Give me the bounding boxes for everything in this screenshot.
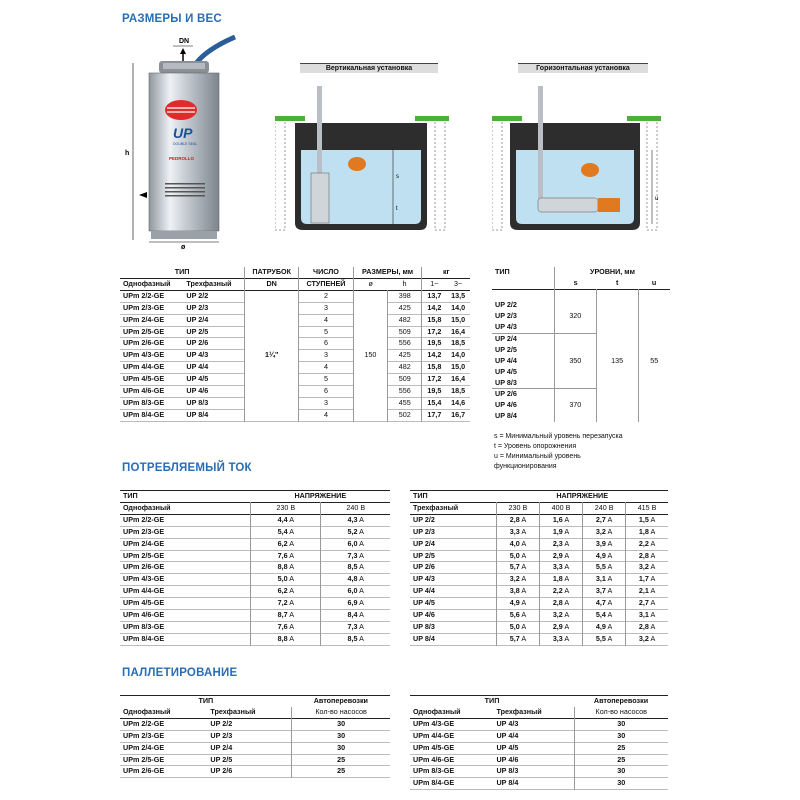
table-row: UPm 2/6-GE UP 2/6 25	[120, 766, 390, 778]
table-row: UPm 2/2-GE UP 2/2 1¼" 2 150 398 13,7 13,5	[120, 290, 470, 302]
table-row: UPm 8/4-GE UP 8/4 4 502 17,7 16,7	[120, 409, 470, 421]
table-row: UPm 8/3-GE 7,6 A 7,3 A	[120, 621, 390, 633]
table-row: UP 2/6 5,7 A 3,3 A 5,5 A 3,2 A	[410, 562, 668, 574]
table-row: UP 2/4 350	[492, 333, 670, 344]
table-row: UPm 4/5-GE UP 4/5 25	[410, 742, 668, 754]
table-row: UP 2/5	[495, 344, 517, 354]
dn-value: 1¼"	[245, 290, 299, 421]
pallet-right-table: ТИП Автоперевозки Однофазный Трехфазный Кол-во насосов UPm 4/3-GE UP 4/3 30 UPm 4/4-GE UP 4/4 30 UPm 4/5-GE UP 4/5 25 UPm 4/6-GE UP 4/6 25 UPm 8/3-GE UP 8/3 30 UPm 8/4-GE UP 8/4 30	[410, 695, 668, 790]
dimensions-table: ТИП ПАТРУБОК ЧИСЛО РАЗМЕРЫ, мм кг Однофазный Трехфазный DN СТУПЕНЕЙ ø h 1~ 3~ UPm 2/2-GE UP 2/2 1¼" 2 150 398 13,7 13,5 UPm 2/3-GE UP 2/3 3 425 14,2 14,0 UPm 2/4-GE UP 2/4 4 482 15,8 15,0 UPm 2/5-GE UP 2/5 5 509 17,2 16,4 UPm 2/6-GE UP 2/6 6 556 19,5 18,5 UPm 4/3-GE UP 4/3 3 425 14,2 14,0 UPm 4/4-GE UP 4/4 4 482 15,8 15,0 UPm 4/5-GE UP 4/5 5 509 17,2 16,4 UPm 4/6-GE UP 4/6 6 556 19,5 18,5 UPm 8/3-GE UP 8/3 3 455 15,4 14,6 UPm 8/4-GE UP 8/4 4 502 17,7 16,7	[120, 267, 470, 422]
table-row: UPm 2/5-GE 7,6 A 7,3 A	[120, 550, 390, 562]
vertical-install-drawing	[275, 78, 450, 233]
table-row: UP 4/6	[495, 400, 517, 410]
table-row: UP 4/4	[495, 355, 517, 365]
section-title-pallet: ПАЛЛЕТИРОВАНИЕ	[122, 667, 238, 679]
level-t-value: 135	[596, 300, 638, 422]
table-row: UPm 4/4-GE UP 4/4 30	[410, 730, 668, 742]
section-title-dimensions: РАЗМЕРЫ И ВЕС	[122, 13, 222, 25]
inlet-arrow-icon	[139, 192, 147, 198]
table-row: UP 8/3	[492, 378, 670, 389]
table-row: UPm 4/4-GE 6,2 A 6,0 A	[120, 586, 390, 598]
diameter-value: 150	[353, 290, 387, 421]
table-row: UPm 2/3-GE UP 2/3 30	[120, 730, 390, 742]
svg-text:t: t	[396, 206, 398, 212]
table-row: UPm 4/3-GE 5,0 A 4,8 A	[120, 574, 390, 586]
table-row: UPm 2/4-GE UP 2/4 4 482 15,8 15,0	[120, 314, 470, 326]
pump-drawing	[125, 35, 245, 250]
table-row: UP 4/6 5,6 A 3,2 A 5,4 A 3,1 A	[410, 610, 668, 622]
caption-vertical: Вертикальная установка	[300, 63, 438, 73]
table-row: UPm 8/3-GE UP 8/3 3 455 15,4 14,6	[120, 397, 470, 409]
table-row: UP 4/5	[495, 366, 517, 376]
dn-label: DN	[179, 38, 190, 45]
table-row: UPm 4/4-GE UP 4/4 4 482 15,8 15,0	[120, 362, 470, 374]
current-three-table: ТИП НАПРЯЖЕНИЕ Трехфазный 230 В 400 В 240 В 415 В UP 2/2 2,8 A 1,6 A 2,7 A 1,5 A UP 2/3 3,3 A 1,9 A 3,2 A 1,8 A UP 2/4 4,0 A 2,3 A 3,9 A 2,2 A UP 2/5 5,0 A 2,9 A 4,9 A 2,8 A UP 2/6 5,7 A 3,3 A 5,5 A 3,2 A UP 4/3 3,2 A 1,8 A 3,1 A 1,7 A UP 4/4 3,8 A 2,2 A 3,7 A 2,1 A UP 4/5 4,9 A 2,8 A 4,7 A 2,7 A UP 4/6 5,6 A 3,2 A 5,4 A 3,1 A UP 8/3 5,0 A 2,9 A 4,9 A 2,8 A UP 8/4 5,7 A 3,3 A 5,5 A 3,2 A	[410, 490, 668, 646]
table-row: UP 4/3 3,2 A 1,8 A 3,1 A 1,7 A	[410, 574, 668, 586]
table-row: UP 4/5 4,9 A 2,8 A 4,7 A 2,7 A	[410, 598, 668, 610]
table-row: UPm 2/2-GE UP 2/2 30	[120, 718, 390, 730]
table-row: UPm 2/5-GE UP 2/5 25	[120, 754, 390, 766]
table-row: UP 2/2 320 135 55	[492, 300, 670, 311]
table-row: UPm 2/4-GE 6,2 A 6,0 A	[120, 538, 390, 550]
diameter-label: ø	[181, 244, 186, 250]
table-row: UPm 2/5-GE UP 2/5 5 509 17,2 16,4	[120, 326, 470, 338]
table-row: UP 8/4	[495, 411, 517, 421]
table-row: UP 2/4 4,0 A 2,3 A 3,9 A 2,2 A	[410, 538, 668, 550]
table-row: UP 2/5 5,0 A 2,9 A 4,9 A 2,8 A	[410, 550, 668, 562]
table-row: UPm 2/4-GE UP 2/4 30	[120, 742, 390, 754]
table-row: UP 8/4 5,7 A 3,3 A 5,5 A 3,2 A	[410, 633, 668, 645]
table-row: UPm 4/5-GE UP 4/5 5 509 17,2 16,4	[120, 374, 470, 386]
current-single-table: ТИП НАПРЯЖЕНИЕ Однофазный 230 В 240 В UPm 2/2-GE 4,4 A 4,3 A UPm 2/3-GE 5,4 A 5,2 A UPm 2/4-GE 6,2 A 6,0 A UPm 2/5-GE 7,6 A 7,3 A UPm 2/6-GE 8,8 A 8,5 A UPm 4/3-GE 5,0 A 4,8 A UPm 4/4-GE 6,2 A 6,0 A UPm 4/5-GE 7,2 A 6,9 A UPm 4/6-GE 8,7 A 8,4 A UPm 8/3-GE 7,6 A 7,3 A UPm 8/4-GE 8,8 A 8,5 A	[120, 490, 390, 646]
h-label: h	[125, 150, 130, 157]
svg-text:DOUBLE SEAL: DOUBLE SEAL	[173, 142, 198, 146]
caption-horizontal: Горизонтальная установка	[518, 63, 648, 73]
pallet-left-table: ТИП Автоперевозки Однофазный Трехфазный Кол-во насосов UPm 2/2-GE UP 2/2 30 UPm 2/3-GE UP 2/3 30 UPm 2/4-GE UP 2/4 30 UPm 2/5-GE UP 2/5 25 UPm 2/6-GE UP 2/6 25	[120, 695, 390, 778]
section-title-current: ПОТРЕБЛЯЕМЫЙ ТОК	[122, 462, 252, 474]
table-row: UP 2/3	[495, 311, 517, 321]
table-row: UPm 2/3-GE 5,4 A 5,2 A	[120, 526, 390, 538]
horizontal-install-drawing	[492, 78, 667, 238]
table-row: UPm 4/6-GE 8,7 A 8,4 A	[120, 610, 390, 622]
table-row: UPm 2/6-GE 8,8 A 8,5 A	[120, 562, 390, 574]
levels-legend: s = Минимальный уровень перезапуска t = Уровень опорожнения u = Минимальный уровень функционирования	[494, 433, 623, 470]
table-row: UP 8/3 5,0 A 2,9 A 4,9 A 2,8 A	[410, 621, 668, 633]
table-row: UP 4/4 3,8 A 2,2 A 3,7 A 2,1 A	[410, 586, 668, 598]
maker-logo: PEDROLLO	[169, 156, 195, 161]
levels-table: ТИП УРОВНИ, мм s t u UP 2/2 320 135 55 UP 2/3 UP 4/3 UP 2/4 350 UP 2/5 UP 4/4 UP 4/5 UP 8/3 UP 2/6 370 UP 4/6 UP 8/4	[492, 267, 670, 422]
table-row: UPm 8/4-GE 8,8 A 8,5 A	[120, 633, 390, 645]
table-row: UPm 4/3-GE UP 4/3 3 425 14,2 14,0	[120, 350, 470, 362]
table-row: UP 2/6 370	[492, 389, 670, 400]
table-row: UPm 4/5-GE 7,2 A 6,9 A	[120, 598, 390, 610]
svg-text:s: s	[396, 174, 399, 180]
table-row: UPm 2/2-GE 4,4 A 4,3 A	[120, 514, 390, 526]
table-row: UPm 2/3-GE UP 2/3 3 425 14,2 14,0	[120, 302, 470, 314]
table-row: UPm 4/6-GE UP 4/6 6 556 19,5 18,5	[120, 386, 470, 398]
table-row: UPm 4/6-GE UP 4/6 25	[410, 754, 668, 766]
table-row: UPm 2/6-GE UP 2/6 6 556 19,5 18,5	[120, 338, 470, 350]
table-row: UPm 4/3-GE UP 4/3 30	[410, 718, 668, 730]
table-row: UP 2/2 2,8 A 1,6 A 2,7 A 1,5 A	[410, 514, 668, 526]
level-u-value: 55	[638, 300, 670, 422]
table-row: UP 4/3	[492, 322, 670, 333]
table-row: UP 2/3 3,3 A 1,9 A 3,2 A 1,8 A	[410, 526, 668, 538]
table-row: UPm 8/4-GE UP 8/4 30	[410, 778, 668, 790]
table-row: UPm 8/3-GE UP 8/3 30	[410, 766, 668, 778]
brand-logo: UP	[173, 125, 193, 141]
svg-text:u: u	[655, 196, 659, 202]
